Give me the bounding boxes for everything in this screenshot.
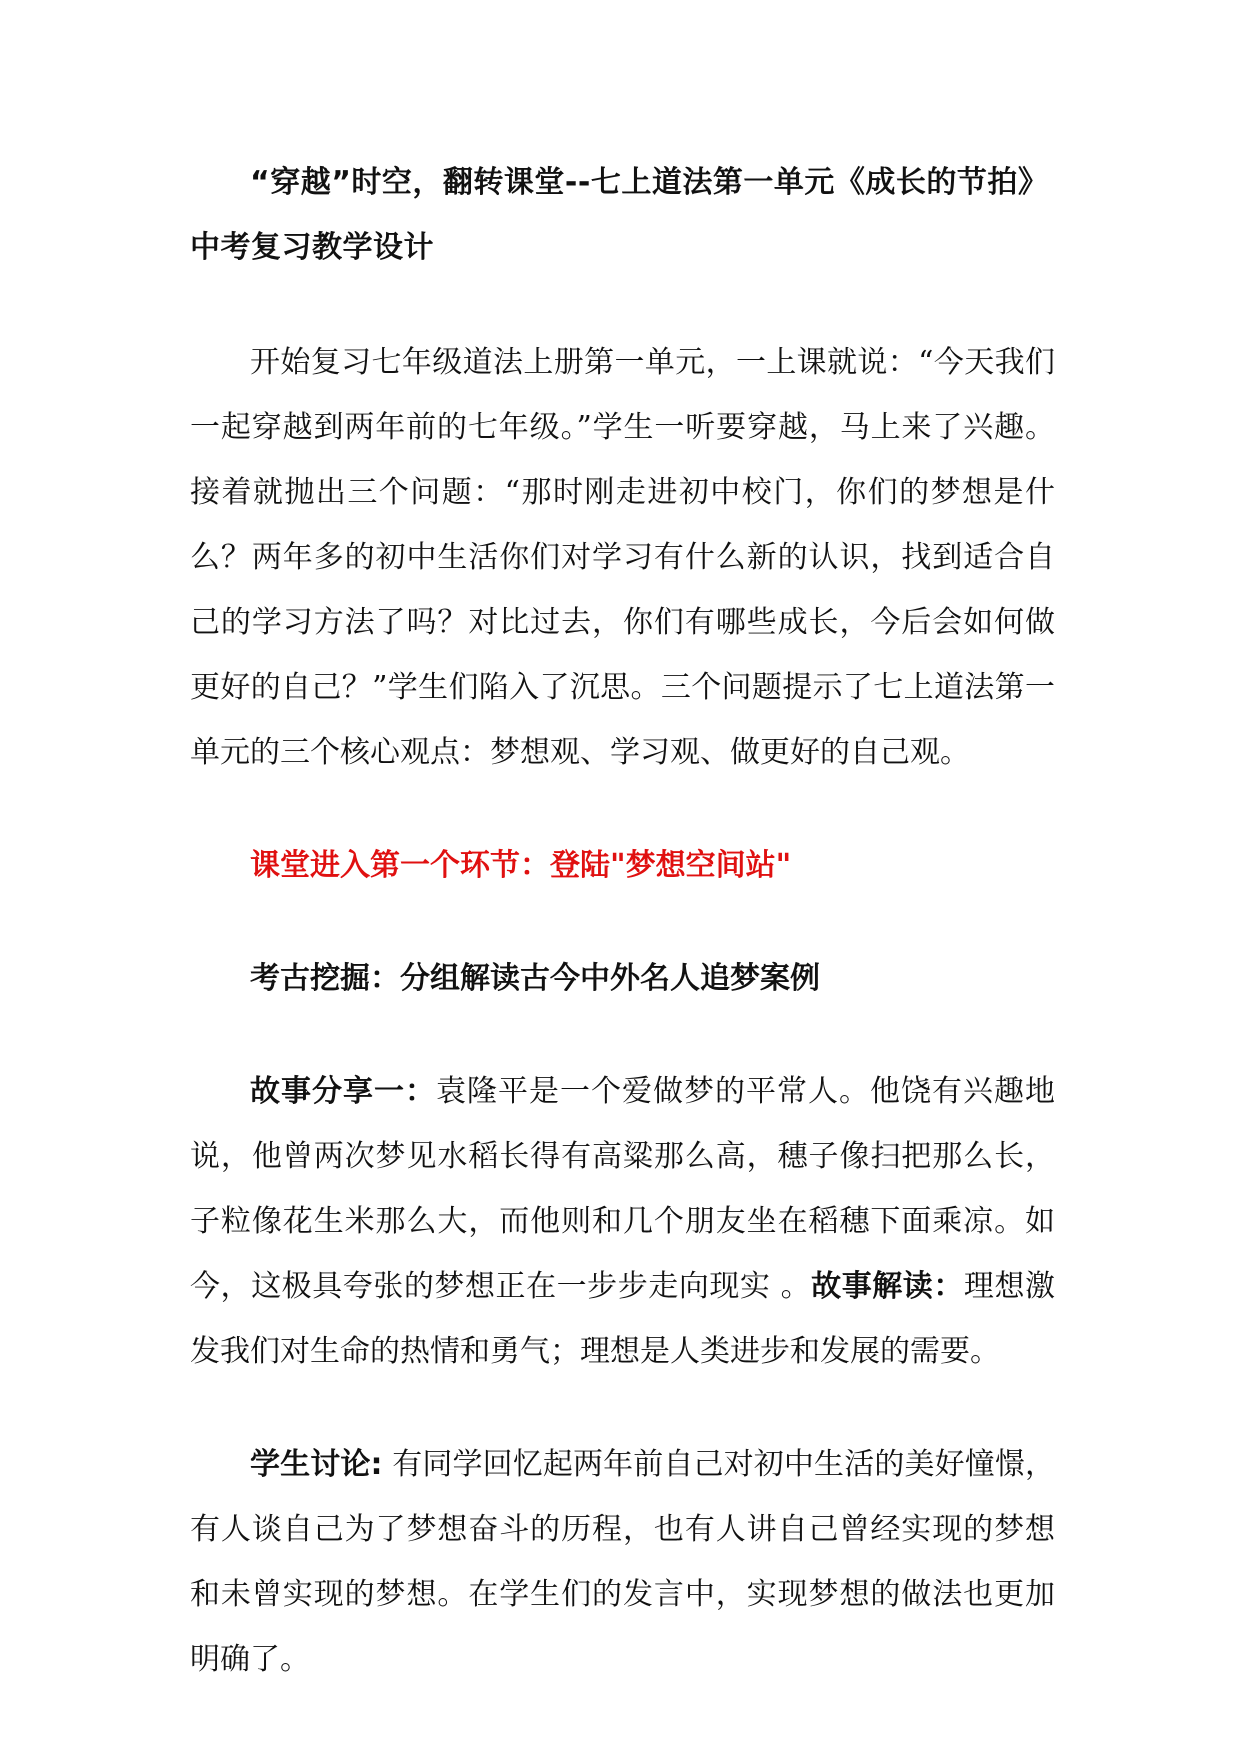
story-paragraph	[190, 1059, 1055, 1384]
spacer	[190, 785, 1055, 833]
spacer	[190, 1011, 1055, 1059]
intro-paragraph: 开始复习七年级道法上册第一单元，一上课就说：“今天我们一起穿越到两年前的七年级。”学生一听要穿越，马上来了兴趣。接着就抛出三个问题：“那时刚走进初中校门，你们的梦想是什么？两年多的初中生活你们对学习有什么新的认识，找到适合自己的学习方法了吗？对比过去，你们有哪些成长，今后会如何做更好的自己？”学生们陷入了沉思。三个问题提示了七上道法第一单元的三个核心观点：梦想观、学习观、做更好的自己观。	[190, 345, 1055, 770]
section-heading-dream-station: 课堂进入第一个环节：登陆"梦想空间站"	[250, 848, 792, 883]
spacer	[190, 1384, 1055, 1432]
story-lead: 故事分享一：	[250, 1074, 436, 1109]
discussion-text: 有同学回忆起两年前自己对初中生活的美好憧憬，有人谈自己为了梦想奋斗的历程，也有人讲自己曾经实现的梦想和未曾实现的梦想。在学生们的发言中，实现梦想的做法也更加明确了。	[190, 1447, 1055, 1677]
spacer	[190, 898, 1055, 946]
story-reading-lead: 故事解读：	[811, 1269, 964, 1304]
story-text: 袁隆平是一个爱做梦的平常人。他饶有兴趣地说，他曾两次梦见水稻长得有高粱那么高，穗子像扫把那么长，子粒像花生米那么大，而他则和几个朋友坐在稻穗下面乘凉。如今，这极具夸张的梦想正在一步步走向现实 。	[190, 1074, 1055, 1304]
discussion-lead: 学生讨论:	[250, 1447, 383, 1482]
spacer	[190, 280, 1055, 330]
discussion-paragraph	[190, 1432, 1055, 1692]
subheading-archaeology: 考古挖掘：分组解读古今中外名人追梦案例	[250, 961, 820, 996]
document-title: “穿越”时空，翻转课堂--七上道法第一单元《成长的节拍》中考复习教学设计	[190, 165, 1049, 265]
document-body	[190, 150, 1055, 1692]
story-reading-text: 理想激发我们对生命的热情和勇气；理想是人类进步和发展的需要。	[190, 1269, 1056, 1369]
